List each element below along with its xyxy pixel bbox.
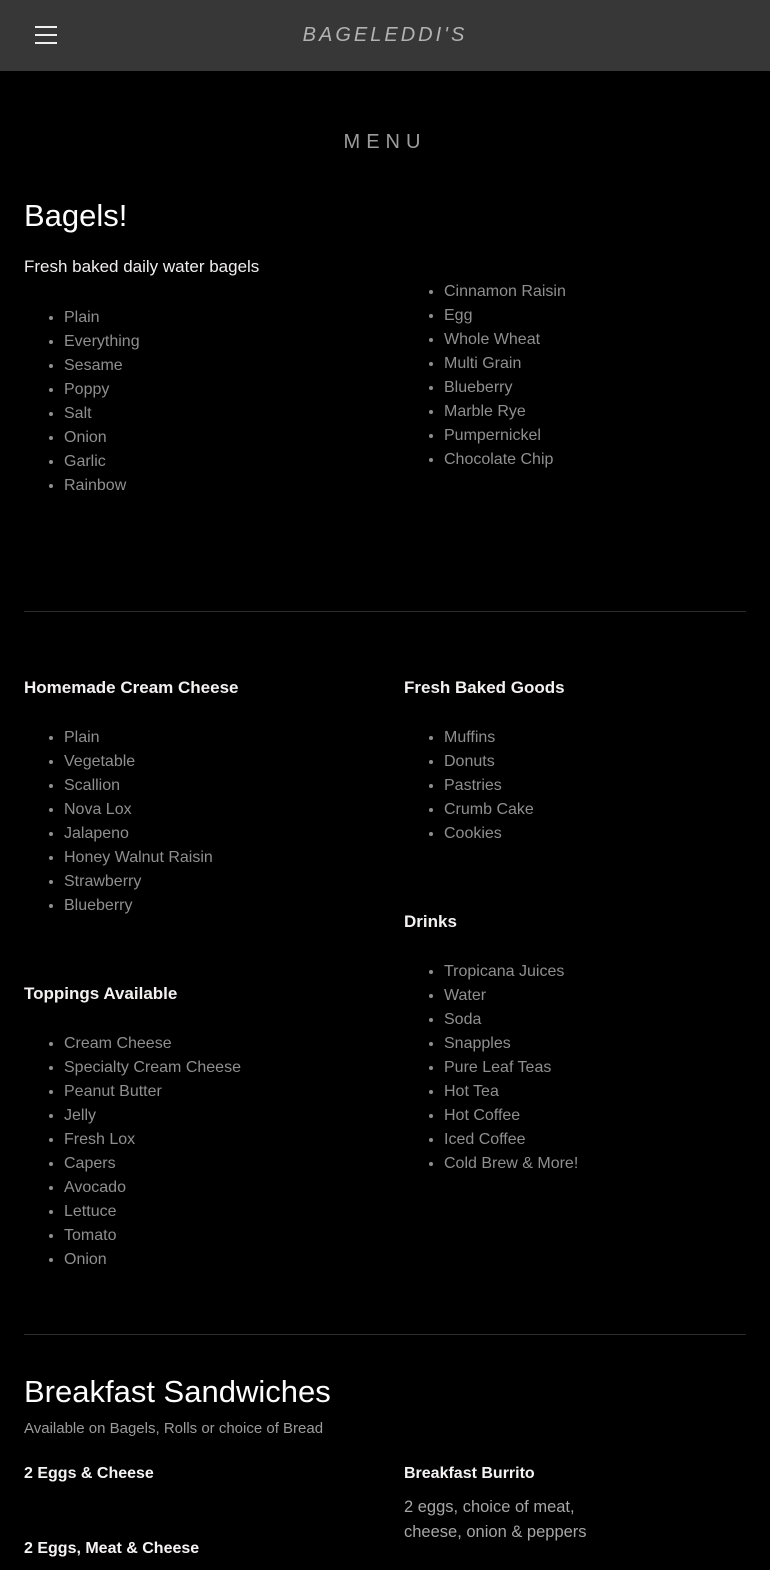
middle-right-column bbox=[404, 678, 746, 1176]
list-item: • Crumb Cake bbox=[444, 798, 746, 822]
cream-cheese-title: Homemade Cream Cheese bbox=[24, 678, 239, 697]
bagels-list-right bbox=[404, 280, 746, 472]
list-item: • Marble Rye bbox=[444, 400, 746, 424]
menu-item-breakfast-burrito: Breakfast Burrito bbox=[404, 1465, 535, 1482]
list-item: • Snapples bbox=[444, 1032, 746, 1056]
list-item: • Jelly bbox=[64, 1104, 380, 1128]
list-item: • Honey Walnut Raisin bbox=[64, 846, 380, 870]
bagels-subtitle: Fresh baked daily water bagels bbox=[24, 257, 260, 276]
bagels-title: Bagels! bbox=[24, 198, 128, 233]
list-item: • Tropicana Juices bbox=[444, 960, 746, 984]
list-item: • Cream Cheese bbox=[64, 1032, 380, 1056]
list-item: • Blueberry bbox=[64, 894, 380, 918]
menu-item-2-eggs-cheese: 2 Eggs & Cheese bbox=[24, 1465, 154, 1482]
list-item: • Blueberry bbox=[444, 376, 746, 400]
toppings-title: Toppings Available bbox=[24, 984, 178, 1003]
list-item: • Onion bbox=[64, 426, 380, 450]
list-item: • Hot Coffee bbox=[444, 1104, 746, 1128]
list-item: • Poppy bbox=[64, 378, 380, 402]
list-item: • Garlic bbox=[64, 450, 380, 474]
list-item: • Muffins bbox=[444, 726, 746, 750]
list-item: • Donuts bbox=[444, 750, 746, 774]
section-spreads-and-goods bbox=[24, 612, 746, 1334]
list-item: • Jalapeno bbox=[64, 822, 380, 846]
list-item: • Tomato bbox=[64, 1224, 380, 1248]
menu-page bbox=[0, 131, 770, 1558]
list-item: • Strawberry bbox=[64, 870, 380, 894]
list-item: • Multi Grain bbox=[444, 352, 746, 376]
list-item: • Everything bbox=[64, 330, 380, 354]
list-item: • Vegetable bbox=[64, 750, 380, 774]
list-item: • Rainbow bbox=[64, 474, 380, 498]
list-item: • Salt bbox=[64, 402, 380, 426]
list-item: • Whole Wheat bbox=[444, 328, 746, 352]
breakfast-left-column bbox=[24, 1464, 380, 1558]
menu-item-description: 2 eggs, choice of meat, cheese, onion & peppers bbox=[404, 1498, 587, 1541]
list-item: • Lettuce bbox=[64, 1200, 380, 1224]
drinks-list bbox=[404, 960, 746, 1176]
list-item: • Avocado bbox=[64, 1176, 380, 1200]
breakfast-right-column bbox=[404, 1464, 746, 1545]
middle-left-column bbox=[24, 678, 380, 1272]
list-item: • Plain bbox=[64, 726, 380, 750]
section-breakfast-sandwiches bbox=[24, 1335, 746, 1558]
cream-cheese-list bbox=[24, 726, 380, 918]
list-item: • Soda bbox=[444, 1008, 746, 1032]
bagels-list-left bbox=[24, 306, 380, 498]
list-item: • Scallion bbox=[64, 774, 380, 798]
list-item: • Egg bbox=[444, 304, 746, 328]
list-item: • Specialty Cream Cheese bbox=[64, 1056, 380, 1080]
list-item: • Capers bbox=[64, 1152, 380, 1176]
list-item: • Iced Coffee bbox=[444, 1128, 746, 1152]
baked-goods-title: Fresh Baked Goods bbox=[404, 678, 565, 697]
list-item: • Pure Leaf Teas bbox=[444, 1056, 746, 1080]
baked-goods-list bbox=[404, 726, 746, 846]
list-item: • Nova Lox bbox=[64, 798, 380, 822]
breakfast-subtitle: Available on Bagels, Rolls or choice of Bread bbox=[24, 1420, 324, 1437]
bagels-left-column bbox=[24, 257, 380, 498]
bagels-right-column bbox=[404, 257, 746, 472]
breakfast-title: Breakfast Sandwiches bbox=[24, 1374, 331, 1409]
toppings-list bbox=[24, 1032, 380, 1272]
list-item: • Plain bbox=[64, 306, 380, 330]
list-item: • Onion bbox=[64, 1248, 380, 1272]
list-item: • Fresh Lox bbox=[64, 1128, 380, 1152]
section-bagels bbox=[24, 198, 746, 611]
list-item: • Peanut Butter bbox=[64, 1080, 380, 1104]
list-item: • Sesame bbox=[64, 354, 380, 378]
site-title[interactable]: BAGELEDDI'S bbox=[302, 24, 468, 46]
menu-item-2-eggs-meat-cheese: 2 Eggs, Meat & Cheese bbox=[24, 1540, 200, 1557]
list-item: • Cinnamon Raisin bbox=[444, 280, 746, 304]
list-item: • Cookies bbox=[444, 822, 746, 846]
list-item: • Cold Brew & More! bbox=[444, 1152, 746, 1176]
drinks-title: Drinks bbox=[404, 912, 457, 931]
list-item: • Water bbox=[444, 984, 746, 1008]
app-header bbox=[0, 0, 770, 71]
page-title: MENU bbox=[343, 131, 427, 153]
list-item: • Pastries bbox=[444, 774, 746, 798]
list-item: • Pumpernickel bbox=[444, 424, 746, 448]
list-item: • Chocolate Chip bbox=[444, 448, 746, 472]
list-item: • Hot Tea bbox=[444, 1080, 746, 1104]
